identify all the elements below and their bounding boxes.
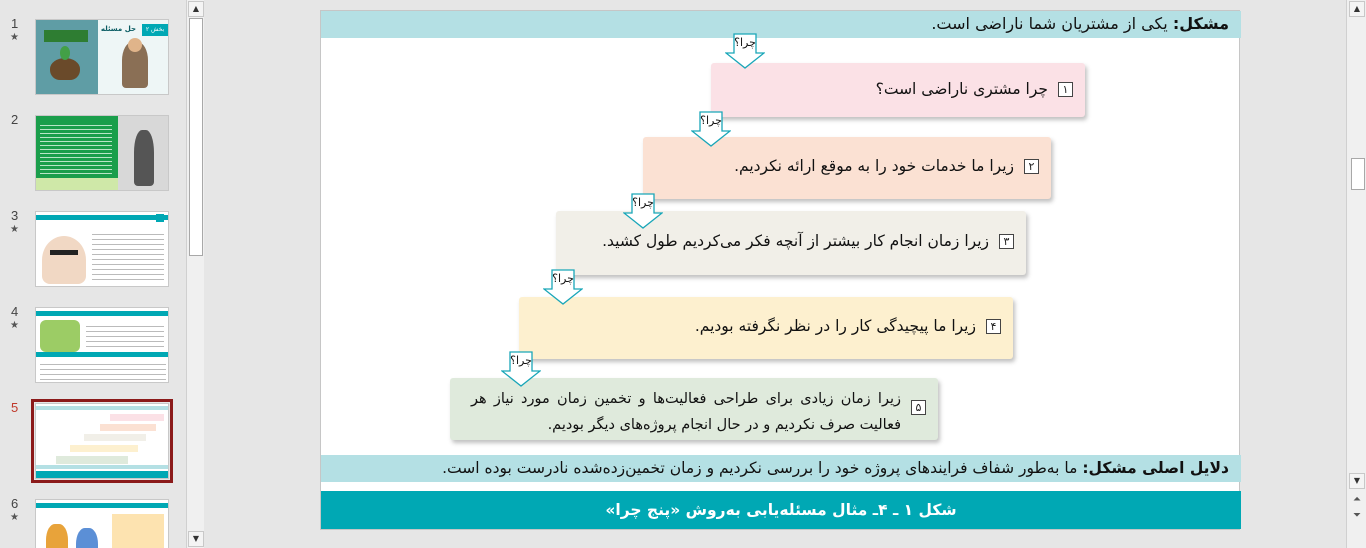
scrollbar-thumb[interactable] <box>189 18 203 256</box>
why-step-1[interactable] <box>711 63 1085 117</box>
slide-preview[interactable] <box>35 307 169 383</box>
step-number: ۳ <box>999 234 1014 249</box>
previous-slide-icon[interactable]: ⏶ <box>1353 494 1361 505</box>
scroll-down-icon[interactable]: ▼ <box>1349 473 1365 489</box>
slide-preview[interactable] <box>35 115 169 191</box>
step-text: چرا مشتری ناراضی است؟ <box>875 80 1048 98</box>
step-number: ۵ <box>911 400 926 415</box>
thumb-title: حل مسئله <box>100 25 136 33</box>
step-text: زیرا ما خدمات خود را به موقع ارائه نکردیم. <box>734 157 1014 175</box>
why-step-4[interactable] <box>519 297 1013 359</box>
step-number: ۱ <box>1058 82 1073 97</box>
step-number: ۴ <box>986 319 1001 334</box>
animation-star-icon: ★ <box>10 224 19 235</box>
thumb-badge: بخش ۲ <box>142 24 168 36</box>
why-label: چرا؟ <box>734 36 756 49</box>
why-label: چرا؟ <box>510 354 532 367</box>
step-text: زیرا زمان زیادی برای طراحی فعالیت‌ها و تخمین زمان مورد نیاز هر فعالیت صرف نکردیم و در حال انجام پروژه‌های دیگر بودیم. <box>471 391 901 433</box>
scrollbar-thumb[interactable] <box>1351 158 1365 190</box>
why-label: چرا؟ <box>700 114 722 127</box>
slide-thumbnail-pane <box>0 0 206 548</box>
figure-caption: شکل ۱ ـ ۴ـ مثال مسئله‌یابی به‌روش «پنج چرا» <box>321 491 1241 529</box>
step-text: زیرا زمان انجام کار بیشتر از آنچه فکر می‌کردیم طول کشید. <box>602 232 989 250</box>
root-causes-statement <box>321 455 1241 482</box>
editor-scrollbar[interactable] <box>1346 0 1366 548</box>
slide-number: 2 <box>11 112 19 127</box>
scroll-up-icon[interactable]: ▲ <box>188 1 204 17</box>
why-label: چرا؟ <box>632 196 654 209</box>
animation-star-icon: ★ <box>10 320 19 331</box>
step-number: ۲ <box>1024 159 1039 174</box>
scroll-up-icon[interactable]: ▲ <box>1349 1 1365 17</box>
problem-statement <box>321 11 1241 38</box>
slide-preview[interactable] <box>35 19 169 95</box>
animation-star-icon: ★ <box>10 32 19 43</box>
why-arrow-3 <box>623 193 663 229</box>
slide-preview[interactable] <box>35 211 169 287</box>
slide-number: 4 <box>11 304 19 319</box>
animation-star-icon: ★ <box>10 512 19 523</box>
next-slide-icon[interactable]: ⏷ <box>1353 510 1361 521</box>
thumbnail-scrollbar[interactable] <box>186 0 204 548</box>
why-arrow-5 <box>501 351 541 387</box>
problem-text: یکی از مشتریان شما ناراضی است. <box>931 14 1168 33</box>
scroll-down-icon[interactable]: ▼ <box>188 531 204 547</box>
root-causes-text: ما به‌طور شفاف فرایندهای پروژه خود را بررسی نکردیم و زمان تخمین‌زده‌شده نادرست بوده است. <box>442 459 1078 477</box>
why-arrow-4 <box>543 269 583 305</box>
slide-canvas[interactable] <box>320 10 1240 530</box>
slide-number: 1 <box>11 16 19 31</box>
slide-number: 5 <box>11 400 19 415</box>
slide-number: 3 <box>11 208 19 223</box>
problem-label: مشکل: <box>1172 14 1229 33</box>
why-arrow-2 <box>691 111 731 147</box>
slide-preview[interactable] <box>35 403 169 479</box>
why-step-5[interactable] <box>450 378 938 440</box>
slide-editor <box>208 0 1346 548</box>
why-label: چرا؟ <box>552 272 574 285</box>
step-text: زیرا ما پیچیدگی کار را در نظر نگرفته بودیم. <box>694 317 976 335</box>
slide-number: 6 <box>11 496 19 511</box>
root-causes-label: دلایل اصلی مشکل: <box>1082 459 1229 477</box>
why-arrow-1 <box>725 33 765 69</box>
slide-preview[interactable] <box>35 499 169 548</box>
